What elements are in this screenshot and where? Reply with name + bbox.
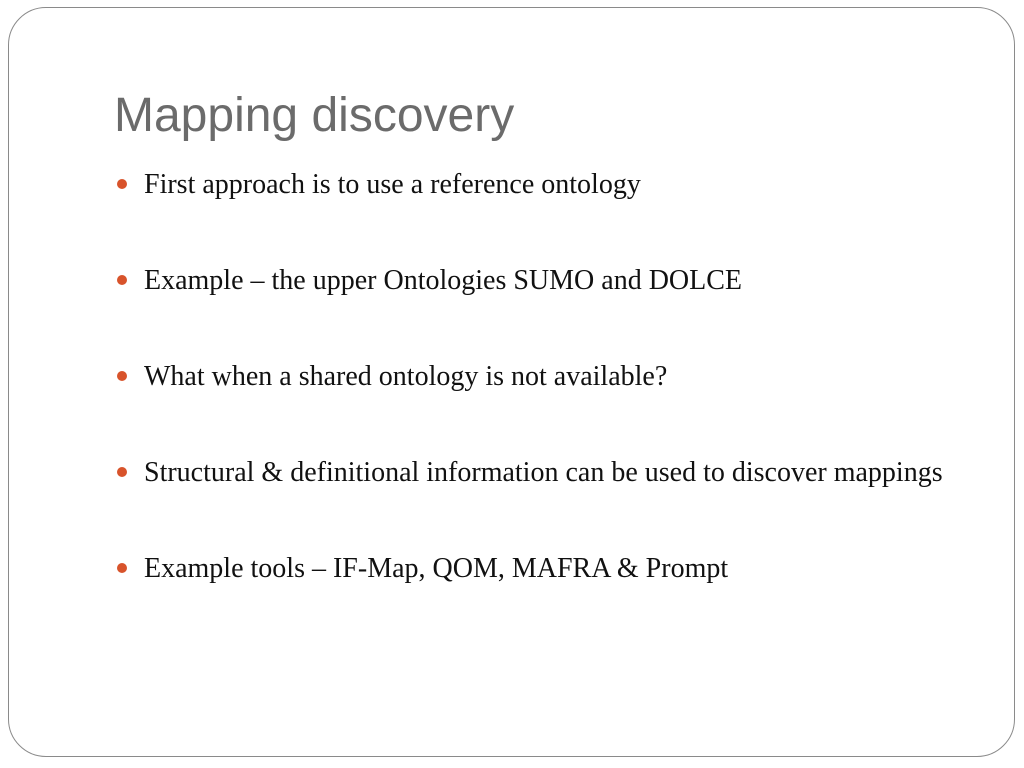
bullet-dot-icon [117, 275, 127, 285]
bullet-dot-icon [117, 563, 127, 573]
bullet-item [114, 452, 964, 493]
bullet-text: First approach is to use a reference ontology [144, 169, 641, 200]
slide-title: Mapping discovery [114, 89, 515, 142]
bullet-text: Example – the upper Ontologies SUMO and DOLCE [144, 265, 743, 296]
bullet-text: Example tools – IF-Map, QOM, MAFRA & Prompt [144, 553, 729, 584]
bullet-list [114, 164, 964, 644]
bullet-dot-icon [117, 371, 127, 381]
bullet-dot-icon [117, 467, 127, 477]
bullet-text: What when a shared ontology is not available? [144, 361, 668, 392]
bullet-item [114, 260, 964, 301]
bullet-item [114, 548, 964, 589]
bullet-text: Structural & definitional information can be used to discover mappings [144, 457, 943, 488]
bullet-item [114, 356, 964, 397]
bullet-item [114, 164, 964, 205]
bullet-dot-icon [117, 179, 127, 189]
